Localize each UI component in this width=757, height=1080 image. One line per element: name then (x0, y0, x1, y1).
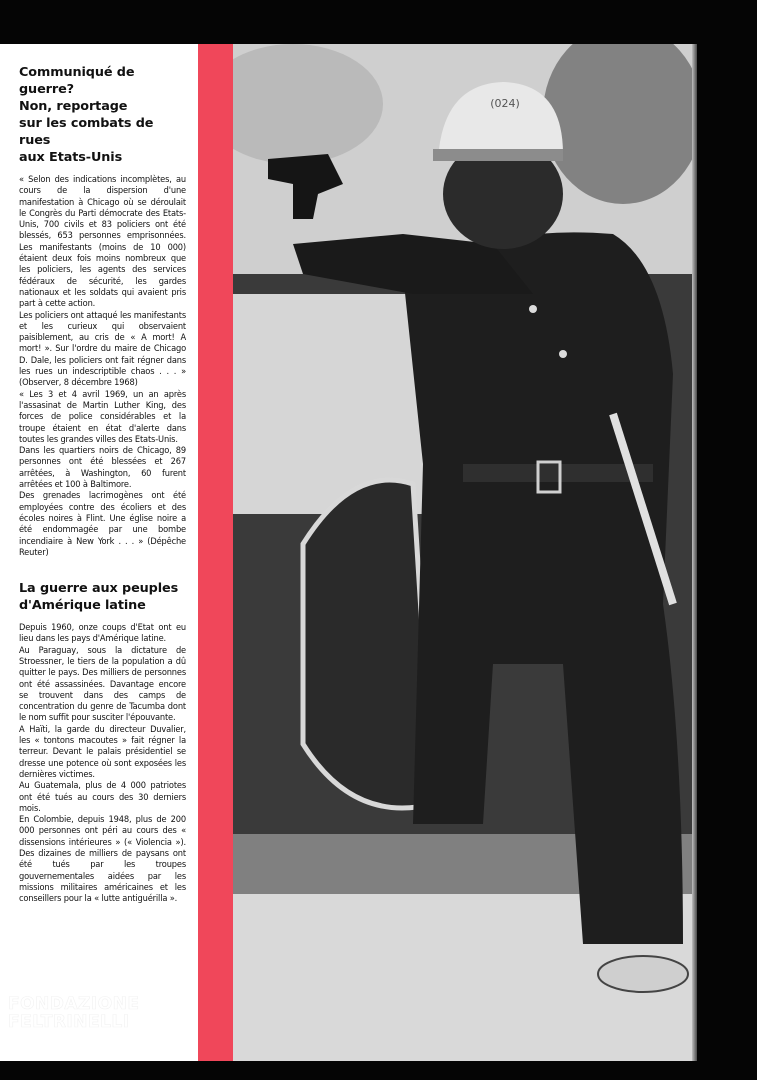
magazine-page (0, 44, 692, 1061)
police-officer-photo (233, 44, 692, 1061)
accent-stripe (198, 44, 233, 1061)
photo-belt (463, 464, 653, 482)
photo-shoe (598, 956, 688, 992)
photo-helmet-visor (433, 149, 563, 161)
section2-paragraph: Depuis 1960, onze coups d'Etat ont eu lieu dans les pays d'Amérique latine. (19, 622, 186, 645)
photo-button (559, 350, 567, 358)
section2-title (19, 580, 186, 614)
photo-car-door (303, 480, 433, 808)
watermark-line: FONDAZIONE (8, 994, 140, 1014)
section2-title-line: La guerre aux peuples (19, 581, 179, 597)
section2-title-line: d'Amérique latine (19, 598, 146, 614)
section1-paragraph: Des grenades lacrimogènes ont été employées contre des écoliers et des écoles noires à Flint. Une église noire a été endommagée par une bombe incendiaire à New York . . . » (Dépêche Reuter) (19, 490, 186, 558)
photo-illustration (233, 44, 692, 1061)
section1-title-line: aux Etats-Unis (19, 150, 123, 165)
section2-paragraph: En Colombie, depuis 1948, plus de 200 000 personnes ont péri au cours des « dissensions intérieures » (« Violencia »). Des dizaines de milliers de paysans ont été tués par les troupes gouvernementales aidées par les missions militaires américaines et les conseillers pour la « lutte antiguérilla ». (19, 814, 186, 905)
section1-paragraph: Dans les quartiers noirs de Chicago, 89 personnes ont été blessées et 267 arrêtées, à Washington, 60 furent arrêtées et 100 à Baltimore. (19, 445, 186, 491)
section2-paragraph: A Haïti, la garde du directeur Duvalier, les « tontons macoutes » fait régner la terreur. Devant le palais présidentiel se dresse une potence où sont exposées les dernières victimes. (19, 723, 186, 780)
library-watermark (8, 995, 140, 1031)
section1-title-line: Non, reportage (19, 99, 128, 114)
watermark-line: FELTRINELLI (8, 1012, 130, 1032)
article-text-column (0, 44, 198, 1061)
section1-title-line: sur les combats de rues (19, 116, 154, 148)
section1-title-line: Communiqué de guerre? (19, 65, 135, 97)
section1-paragraph: « Selon des indications incomplètes, au cours de la dispersion d'une manifestation à Chicago où se déroulait le Congrès du Parti démocrate des Etats-Unis, 700 civils et 83 policiers ont été blessés, 653 personnes emprisonnées. Les manifestants (moins de 10 000) étaient deux fois moins nombreux que les policiers, les agents des services fédéraux de sécurité, les gardes nationaux et les soldats qui avaient pris part à cette action. (19, 174, 186, 310)
photo-helmet-marking: (024) (490, 97, 520, 110)
section2-paragraph: Au Guatemala, plus de 4 000 patriotes ont été tués au cours des 30 derniers mois. (19, 780, 186, 814)
section1-title (19, 64, 186, 166)
section2-paragraph: Au Paraguay, sous la dictature de Stroessner, le tiers de la population a dû quitter le pays. Des milliers de personnes ont été assassinées. Davantage encore se trouvent dans des camps de concentration du genre de Tacumba dont le nom suffit pour susciter l'épouvante. (19, 644, 186, 724)
photo-button (529, 305, 537, 313)
section1-paragraph: Les policiers ont attaqué les manifestants et les curieux qui observaient paisiblement, au cris de « A mort! A mort! ». Sur l'ordre du maire de Chicago D. Dale, les policiers ont fait régner dans les rues un indescriptible chaos . . . » (Observer, 8 décembre 1968) (19, 309, 186, 389)
page-spine-edge (692, 44, 697, 1061)
section1-paragraph: « Les 3 et 4 avril 1969, un an après l'assasinat de Martin Luther King, des forces de police considérables et la troupe étaient en état d'alerte dans toutes les grandes villes des Etats-Unis. (19, 388, 186, 445)
